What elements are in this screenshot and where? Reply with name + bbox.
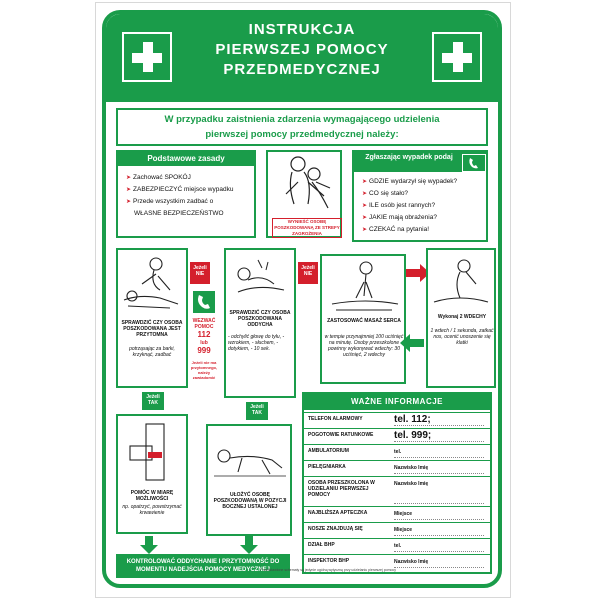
if-yes-arrow-2: Jeżeli TAK bbox=[246, 402, 268, 420]
info-value: Nazwisko Imię bbox=[394, 559, 429, 565]
header-banner bbox=[106, 14, 498, 102]
info-row bbox=[304, 522, 490, 539]
phone-icon bbox=[192, 290, 216, 314]
info-row bbox=[304, 412, 490, 429]
rescue-illustration-panel bbox=[266, 150, 342, 238]
step-help-bleeding bbox=[116, 414, 188, 534]
rule-item: ➤ Zachować SPOKÓJ bbox=[126, 174, 191, 181]
report-item: ➤ CZEKAĆ na pytania! bbox=[362, 226, 430, 233]
info-row bbox=[304, 428, 490, 445]
info-value: Nazwisko Imię bbox=[394, 465, 429, 471]
basic-rules-header: Podstawowe zasady bbox=[118, 152, 254, 166]
info-label: INSPEKTOR BHP bbox=[308, 558, 350, 564]
important-info-panel bbox=[302, 392, 492, 574]
intro-line-1: W przypadku zaistnienia zdarzenia wymagającego udzielenia bbox=[164, 114, 440, 125]
report-item: ➤ JAKIE mają obrażenia? bbox=[362, 214, 437, 221]
rescue-drag-illustration-icon bbox=[268, 152, 340, 214]
report-panel bbox=[352, 150, 488, 242]
recovery-text: UŁOŻYĆ OSOBĘ POSZKODOWANĄ W POZYCJI BOCZNEJ USTALONEJ bbox=[213, 492, 287, 510]
info-value: tel. bbox=[394, 543, 402, 549]
info-row bbox=[304, 506, 490, 523]
arrow-icon: ➤ bbox=[362, 179, 368, 185]
info-value: Miejsce bbox=[394, 511, 413, 517]
or-label: lub bbox=[200, 340, 208, 346]
emergency-number-999: 999 bbox=[197, 346, 211, 355]
step-check-breathing bbox=[224, 248, 296, 398]
info-label: POGOTOWIE RATUNKOWE bbox=[308, 432, 374, 438]
recovery-position-illustration-icon bbox=[212, 434, 288, 482]
info-row bbox=[304, 444, 490, 461]
arrow-icon: ➤ bbox=[362, 215, 368, 221]
call-help-label: WEZWAĆ POMOC bbox=[192, 318, 216, 330]
bottom-banner: KONTROLOWAĆ ODDYCHANIE I PRZYTOMNOŚĆ DO MOMENTU NADEJŚCIA POMOCY MEDYCZNEJ bbox=[116, 554, 290, 578]
info-value: tel. bbox=[394, 449, 402, 455]
step-check-conscious bbox=[116, 248, 188, 388]
step-cpr bbox=[320, 254, 406, 384]
info-row bbox=[304, 538, 490, 555]
help-text: POMÓC W MIARĘ MOŻLIWOŚCI bbox=[130, 490, 174, 502]
first-aid-sign bbox=[102, 10, 502, 588]
info-label: OSOBA PRZESZKOLONA W UDZIELANIU PIERWSZEJ POMOCY bbox=[308, 480, 375, 498]
rule-item-cont: WŁASNE BEZPIECZEŃSTWO bbox=[134, 210, 224, 217]
info-label: TELEFON ALARMOWY bbox=[308, 416, 363, 422]
rescue-caption: WYNIEŚĆ OSOBĘ POSZKODOWANĄ ZE STREFY ZAGROŻENIA bbox=[272, 218, 342, 238]
intro-box bbox=[116, 108, 488, 146]
if-no-arrow-1: Jeżeli NIE bbox=[190, 262, 210, 284]
check-breathing-illustration-icon bbox=[228, 254, 292, 308]
info-label: DZIAŁ BHP bbox=[308, 542, 335, 548]
arrow-icon: ➤ bbox=[362, 227, 368, 233]
info-label: NAJBLIŻSZA APTECZKA bbox=[308, 510, 368, 516]
phone-icon bbox=[462, 154, 486, 172]
arrow-icon: ➤ bbox=[362, 191, 368, 197]
arrow-icon: ➤ bbox=[126, 175, 132, 181]
report-header: Zgłaszając wypadek podaj bbox=[354, 152, 486, 172]
title-line-3: PRZEDMEDYCZNEJ bbox=[223, 61, 381, 78]
info-label: AMBULATORIUM bbox=[308, 448, 349, 454]
call-help-column bbox=[190, 290, 220, 390]
first-aid-cross-icon-right bbox=[432, 32, 482, 82]
emergency-number-112: 112 bbox=[197, 330, 211, 339]
rule-item: ➤ Przede wszystkim zadbać o bbox=[126, 198, 214, 205]
green-arrow-left-icon bbox=[400, 334, 424, 352]
info-value: Miejsce bbox=[394, 527, 413, 533]
info-value: Nazwisko Imię bbox=[394, 481, 429, 487]
arrow-icon: ➤ bbox=[126, 199, 132, 205]
help-subtext: np. opatrzyć, powstrzymać krwawienie bbox=[122, 504, 182, 516]
check-conscious-illustration-icon bbox=[120, 254, 184, 314]
step-rescue-breaths bbox=[426, 248, 496, 388]
report-item: ➤ GDZIE wydarzył się wypadek? bbox=[362, 178, 458, 185]
info-label: NOSZE ZNAJDUJĄ SIĘ bbox=[308, 526, 363, 532]
if-no-arrow-2: Jeżeli NIE bbox=[298, 262, 318, 284]
check-breathing-subtext: - odchylić głowę do tyłu, - wzrokiem, - słuchem, - dotykiem, - 10 sek. bbox=[228, 334, 285, 352]
info-value: tel. 999; bbox=[394, 430, 432, 441]
info-label: PIELĘGNIARKA bbox=[308, 464, 346, 470]
title-line-1: INSTRUKCJA bbox=[248, 21, 356, 38]
cpr-subtext: w tempie przynajmniej 100 uciśnięć na minutę. Osoby przeszkolone powinny wykonywać wdechy: 30 uciśnięć, 2 wdechy bbox=[324, 334, 404, 358]
cpr-illustration-icon bbox=[326, 260, 402, 316]
report-item: ➤ ILE osób jest rannych? bbox=[362, 202, 436, 209]
title-line-2: PIERWSZEJ POMOCY bbox=[215, 41, 389, 58]
call-note: Jeżeli nie ma przytomnego, należy zawiadomić bbox=[190, 360, 218, 380]
important-info-header: WAŻNE INFORMACJE bbox=[304, 394, 490, 410]
check-conscious-text: SPRAWDZIĆ CZY OSOBA POSZKODOWANA JEST PRZYTOMNA bbox=[121, 320, 183, 338]
arrow-icon: ➤ bbox=[362, 203, 368, 209]
breaths-text: Wykonaj 2 WDECHY bbox=[437, 314, 487, 320]
check-conscious-subtext: potrząsając za barki, krzyknąć, zadbać bbox=[129, 346, 175, 358]
arrow-icon: ➤ bbox=[126, 187, 132, 193]
first-aid-cross-icon-left bbox=[122, 32, 172, 82]
footer-note: Przedstawione schematy są jedynie ogólną wytyczną przy udzielaniu pierwszej pomocy bbox=[260, 568, 396, 572]
info-row bbox=[304, 476, 490, 507]
check-breathing-text: SPRAWDZIĆ CZY OSOBA POSZKODOWANA ODDYCHA bbox=[229, 310, 291, 328]
if-yes-arrow-1: Jeżeli TAK bbox=[142, 392, 164, 410]
intro-line-2: pierwszej pomocy przedmedycznej należy: bbox=[205, 129, 399, 140]
bandaging-illustration-icon bbox=[124, 420, 184, 484]
info-row bbox=[304, 460, 490, 477]
green-arrow-down-icon bbox=[140, 536, 158, 554]
info-value: tel. 112; bbox=[394, 414, 431, 425]
basic-rules-panel bbox=[116, 150, 256, 238]
green-arrow-down-icon bbox=[240, 536, 258, 554]
cpr-text: ZASTOSOWAĆ MASAŻ SERCA bbox=[327, 318, 401, 324]
breaths-subtext: 1 wdech / 1 sekunda, zatkać nos, ocenić unoszenie się klatki bbox=[430, 328, 494, 346]
rescue-breaths-illustration-icon bbox=[430, 254, 492, 310]
step-recovery-position bbox=[206, 424, 292, 536]
report-item: ➤ CO się stało? bbox=[362, 190, 409, 197]
rule-item: ➤ ZABEZPIECZYĆ miejsce wypadku bbox=[126, 186, 234, 193]
